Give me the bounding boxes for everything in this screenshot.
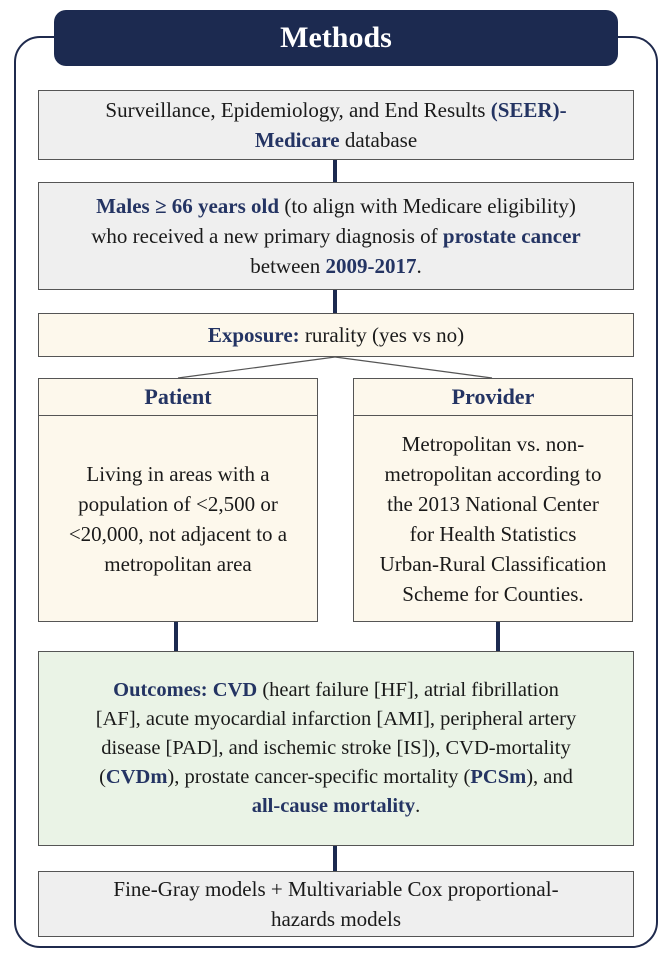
provider-line: Scheme for Counties.: [402, 581, 584, 606]
year-range: 2009-2017: [325, 254, 417, 278]
patient-line: <20,000, not adjacent to a: [68, 521, 288, 546]
males-criteria: Males ≥ 66 years old: [96, 194, 280, 218]
medicare-eligibility-text: (to align with Medicare eligibility): [279, 194, 576, 218]
all-cause-mortality-label: all-cause mortality: [251, 795, 416, 817]
seer-label: (SEER)-: [490, 98, 567, 122]
provider-header: Provider: [353, 378, 633, 416]
provider-line: for Health Statistics: [409, 521, 577, 546]
patient-line: metropolitan area: [104, 551, 252, 576]
outcomes-text: disease [PAD], and ischemic stroke [IS]), CVD-mortality: [101, 737, 571, 759]
pcsm-label: PCSm: [470, 766, 527, 788]
outcomes-label: Outcomes:: [113, 679, 208, 701]
between-text: between: [250, 254, 326, 278]
provider-line: Urban-Rural Classification: [379, 551, 607, 576]
outcomes-text: [AF], acute myocardial infarction [AMI], peripheral artery: [95, 708, 577, 730]
connector-provider: [496, 622, 500, 651]
diagnosis-text: who received a new primary diagnosis of: [91, 224, 443, 248]
period-text: .: [416, 254, 422, 278]
outcomes-text: (heart failure [HF], atrial fibrillation: [257, 679, 559, 701]
connector-patient: [174, 622, 178, 651]
exposure-label: Exposure:: [207, 323, 300, 347]
provider-body: [353, 416, 633, 622]
outcomes-box: [38, 651, 634, 846]
medicare-label: Medicare: [254, 128, 340, 152]
patient-header: Patient: [38, 378, 318, 416]
population-box: [38, 182, 634, 290]
provider-line: Metropolitan vs. non-: [401, 431, 585, 456]
provider-line: metropolitan according to: [384, 461, 602, 486]
patient-line: Living in areas with a: [86, 461, 270, 486]
prostate-cancer-label: prostate cancer: [442, 224, 581, 248]
outcomes-text: (: [99, 766, 106, 788]
provider-line: the 2013 National Center: [387, 491, 599, 516]
connector-3: [333, 846, 337, 871]
patient-body: [38, 416, 318, 622]
cvd-label: CVD: [212, 679, 258, 701]
analysis-text: Fine-Gray models + Multivariable Cox proportional-: [113, 877, 559, 901]
outcomes-text: ), and: [526, 766, 573, 788]
database-text: database: [339, 128, 418, 152]
data-source-box: [38, 90, 634, 160]
outcomes-text: ), prostate cancer-specific mortality (: [167, 766, 471, 788]
exposure-text: rurality (yes vs no): [299, 323, 465, 347]
cvdm-label: CVDm: [105, 766, 168, 788]
exposure-box: [38, 313, 634, 357]
outcomes-text: .: [415, 795, 421, 817]
patient-line: population of <2,500 or: [78, 491, 278, 516]
data-source-text: Surveillance, Epidemiology, and End Results: [105, 98, 491, 122]
page-title: Methods: [54, 10, 618, 66]
analysis-box: [38, 871, 634, 937]
analysis-text: hazards models: [270, 907, 402, 931]
